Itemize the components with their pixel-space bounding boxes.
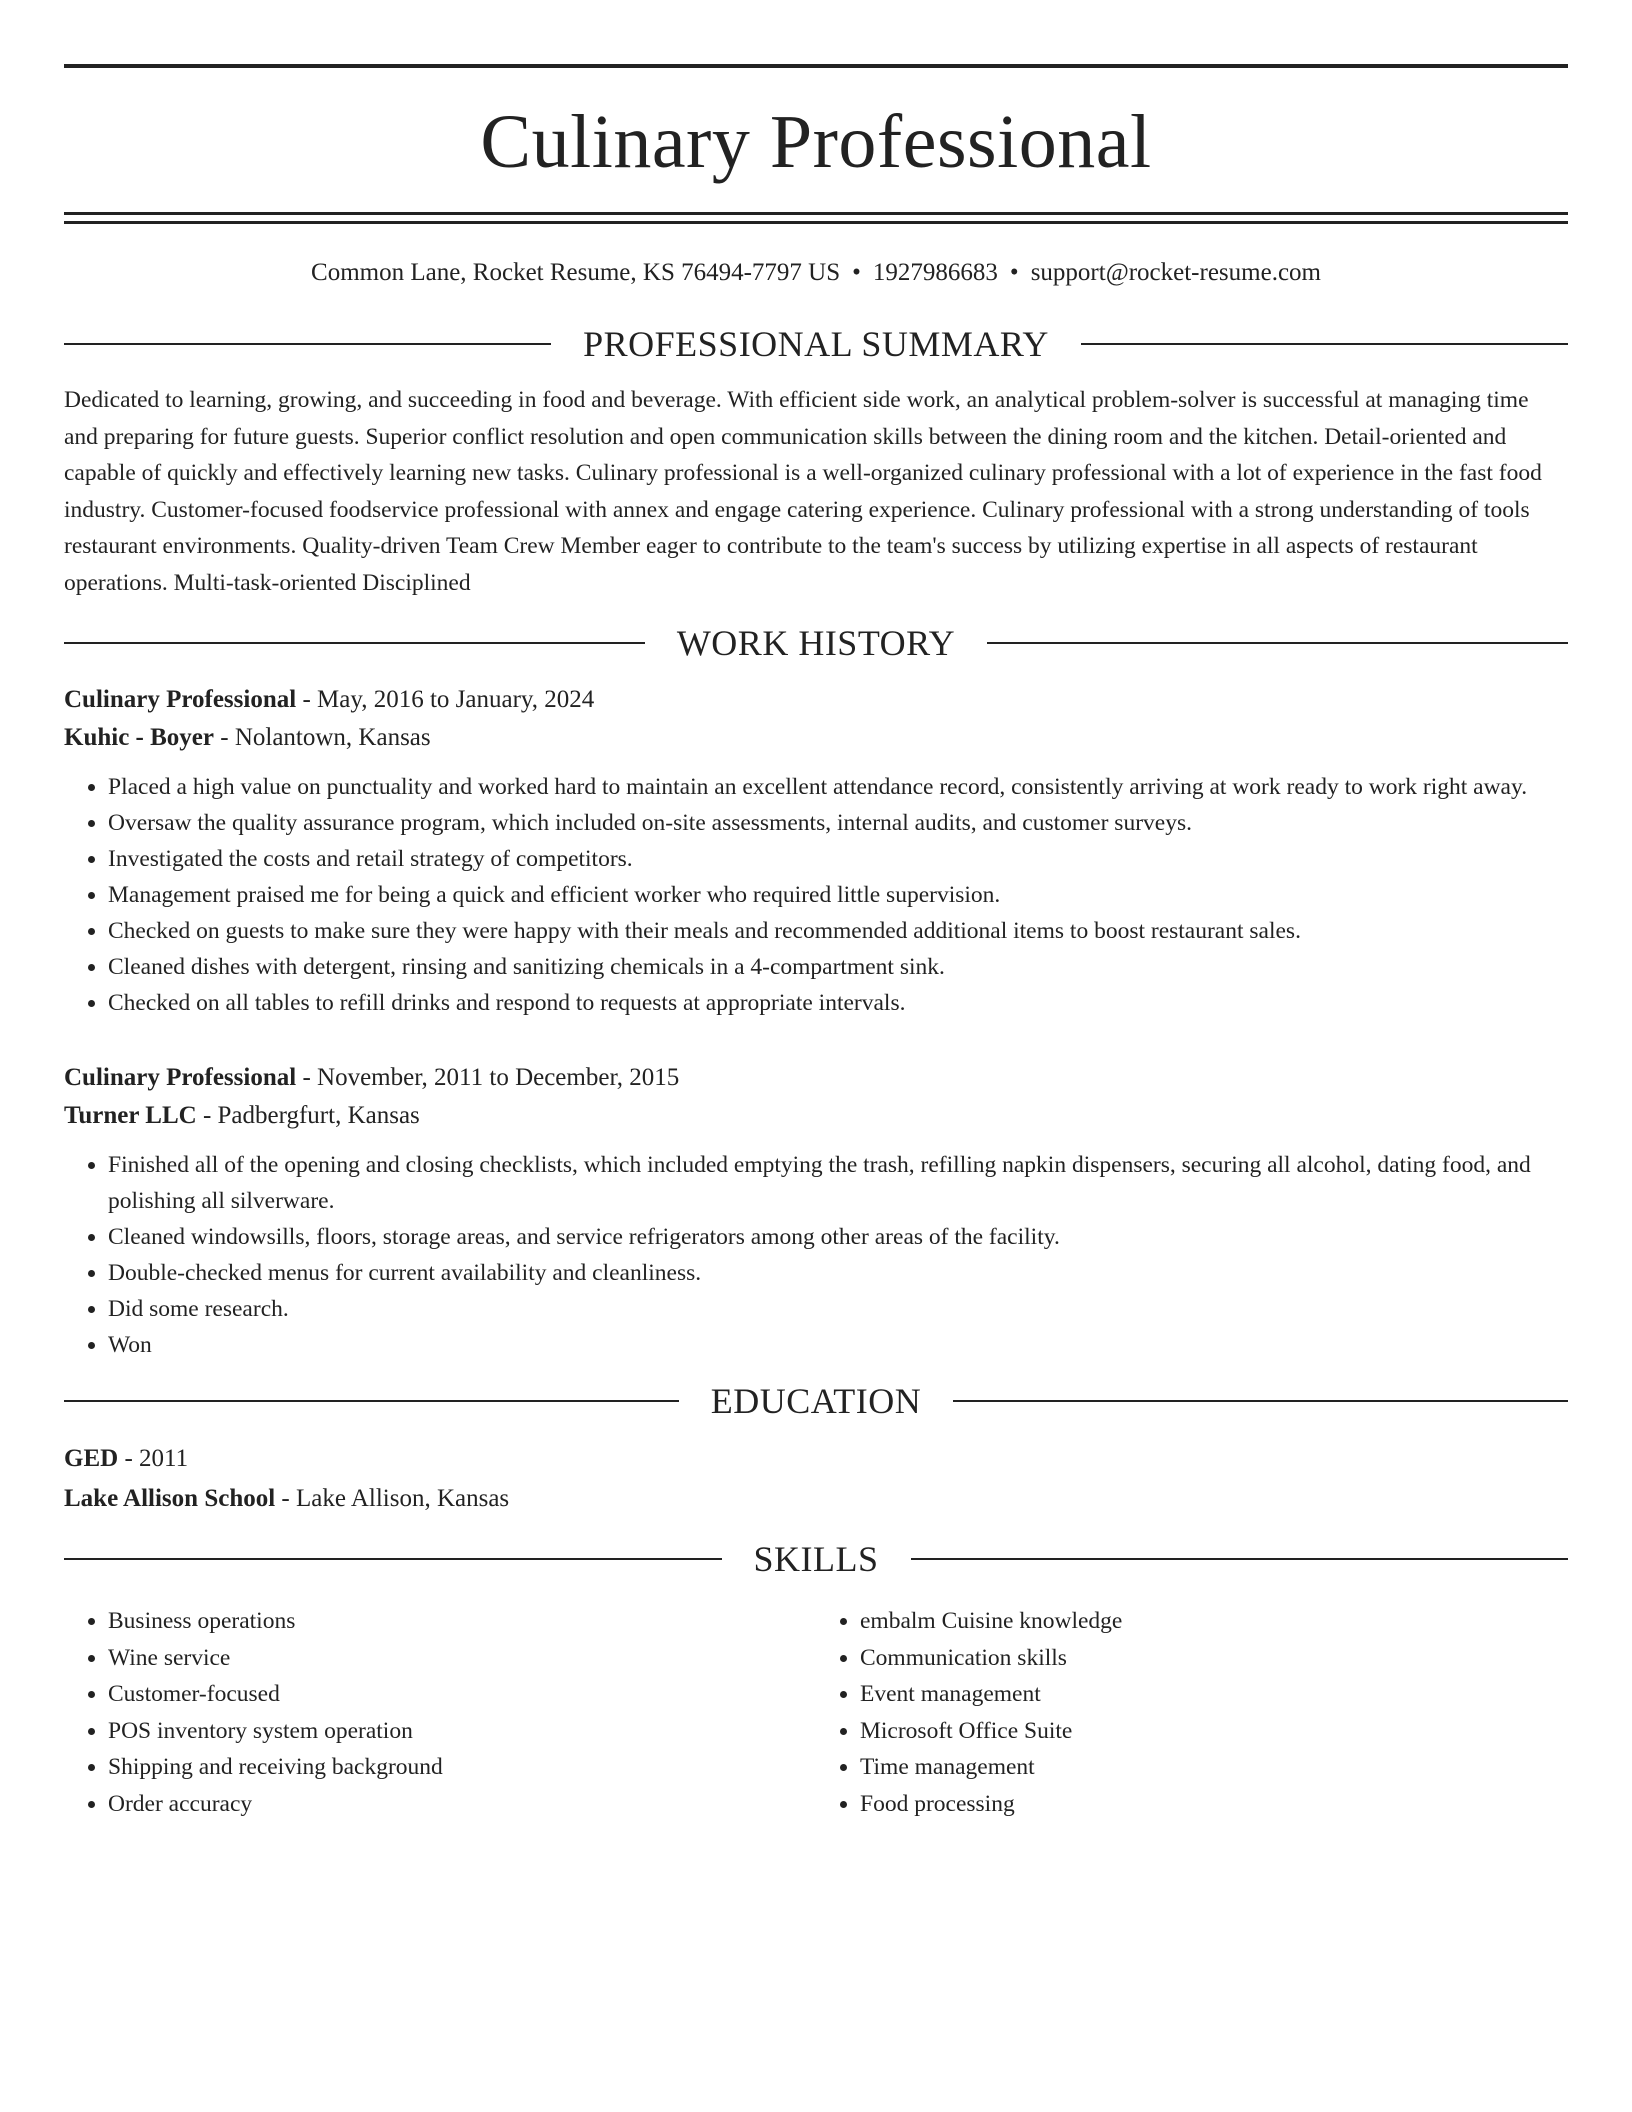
degree: GED bbox=[64, 1445, 119, 1472]
summary-text: Dedicated to learning, growing, and succeeding in food and beverage. With efficient side work, an analytical problem-solver is successful at managing time and preparing for future guests. Superior conflict resolution and open communication skills between the dining room and the kitchen. Detail-oriented and capable of quickly and effectively learning new tasks. Culinary professional is a well-organized culinary professional with a lot of experience in the fast food industry. Customer-focused foodservice professional with annex and engage catering experience. Culinary professional with a strong understanding of tools restaurant environments. Quality-driven Team Crew Member eager to contribute to the team's success by utilizing expertise in all aspects of restaurant operations. Multi-task-oriented Disciplined bbox=[64, 387, 1542, 596]
education-heading bbox=[64, 1377, 1568, 1425]
email: support@rocket-resume.com bbox=[1030, 259, 1321, 286]
job-entry bbox=[64, 681, 1568, 1021]
school-name: Lake Allison School bbox=[64, 1485, 276, 1512]
contact-line bbox=[64, 258, 1568, 288]
candidate-name: Culinary Professional bbox=[480, 100, 1152, 184]
skill-item: • Wine service bbox=[108, 1640, 816, 1677]
list-item: • Checked on all tables to refill drinks and respond to requests at appropriate intervals. bbox=[108, 985, 1568, 1021]
separator: • bbox=[852, 259, 861, 286]
job-dates: - May, 2016 to January, 2024 bbox=[296, 686, 595, 713]
phone: 1927986683 bbox=[872, 259, 998, 286]
list-item: • Did some research. bbox=[108, 1291, 1568, 1327]
degree-year: - 2011 bbox=[118, 1445, 189, 1472]
list-item: • Oversaw the quality assurance program, which included on-site assessments, internal audits, and customer surveys. bbox=[108, 805, 1568, 841]
skill-item: • Customer-focused bbox=[108, 1676, 816, 1713]
skill-item: • Time management bbox=[860, 1749, 1568, 1786]
job-title: Culinary Professional bbox=[64, 686, 297, 713]
school-line bbox=[64, 1479, 1568, 1519]
list-item: • Checked on guests to make sure they were happy with their meals and recommended additional items to boost restaurant sales. bbox=[108, 913, 1568, 949]
section-title: PROFESSIONAL SUMMARY bbox=[583, 324, 1049, 364]
job-bullets bbox=[64, 769, 1568, 1021]
company-location: - Nolantown, Kansas bbox=[214, 724, 431, 751]
skill-item: • embalm Cuisine knowledge bbox=[860, 1603, 1568, 1640]
education-entry bbox=[64, 1439, 1568, 1519]
list-item: • Cleaned dishes with detergent, rinsing and sanitizing chemicals in a 4-compartment sink. bbox=[108, 949, 1568, 985]
skill-item: • Communication skills bbox=[860, 1640, 1568, 1677]
company-name: Turner LLC bbox=[64, 1102, 197, 1129]
list-item: • Management praised me for being a quick and efficient worker who required little supervision. bbox=[108, 877, 1568, 913]
skills-heading bbox=[64, 1535, 1568, 1583]
list-item: • Won bbox=[108, 1327, 1568, 1363]
skill-item: • Shipping and receiving background bbox=[108, 1749, 816, 1786]
skills-list-left bbox=[64, 1603, 816, 1822]
work-history-heading bbox=[64, 619, 1568, 667]
address: Common Lane, Rocket Resume, KS 76494-7797 US bbox=[311, 259, 841, 286]
list-item: • Placed a high value on punctuality and worked hard to maintain an excellent attendance record, consistently arriving at work ready to work right away. bbox=[108, 769, 1568, 805]
company-name: Kuhic - Boyer bbox=[64, 724, 214, 751]
job-title: Culinary Professional bbox=[64, 1064, 297, 1091]
heading-rule bbox=[64, 343, 551, 345]
company-location: - Padbergfurt, Kansas bbox=[196, 1102, 420, 1129]
job-bullets bbox=[64, 1147, 1568, 1363]
section-title: SKILLS bbox=[753, 1539, 879, 1579]
list-item: • Cleaned windowsills, floors, storage areas, and service refrigerators among other areas of the facility. bbox=[108, 1219, 1568, 1255]
skills-list-right bbox=[816, 1603, 1568, 1822]
skill-item: • Order accuracy bbox=[108, 1786, 816, 1823]
job-entry bbox=[64, 1059, 1568, 1363]
skill-item: • Food processing bbox=[860, 1786, 1568, 1823]
heading-rule bbox=[64, 642, 645, 644]
job-dates: - November, 2011 to December, 2015 bbox=[296, 1064, 680, 1091]
job-company-line bbox=[64, 1097, 1568, 1135]
heading-rule bbox=[953, 1400, 1568, 1402]
separator: • bbox=[1009, 259, 1019, 286]
section-title: EDUCATION bbox=[710, 1381, 922, 1421]
heading-rule bbox=[64, 1400, 679, 1402]
job-title-line bbox=[64, 681, 1568, 719]
job-title-line bbox=[64, 1059, 1568, 1097]
heading-rule bbox=[64, 1558, 722, 1560]
job-company-line bbox=[64, 719, 1568, 757]
skill-item: • Business operations bbox=[108, 1603, 816, 1640]
heading-rule bbox=[987, 642, 1568, 644]
header-rule bbox=[64, 212, 1568, 215]
degree-line bbox=[64, 1439, 1568, 1479]
section-title: WORK HISTORY bbox=[676, 623, 956, 663]
summary-heading bbox=[64, 320, 1568, 368]
school-location: - Lake Allison, Kansas bbox=[275, 1485, 510, 1512]
skill-item: • Event management bbox=[860, 1676, 1568, 1713]
list-item: • Double-checked menus for current availability and cleanliness. bbox=[108, 1255, 1568, 1291]
list-item: • Finished all of the opening and closing checklists, which included emptying the trash, refilling napkin dispensers, securing all alcohol, dating food, and polishing all silverware. bbox=[108, 1147, 1568, 1219]
heading-rule bbox=[1081, 343, 1568, 345]
header-rule bbox=[64, 221, 1568, 224]
heading-rule bbox=[911, 1558, 1569, 1560]
skill-item: • POS inventory system operation bbox=[108, 1713, 816, 1750]
list-item: • Investigated the costs and retail strategy of competitors. bbox=[108, 841, 1568, 877]
resume-page bbox=[64, 64, 1568, 1822]
skill-item: • Microsoft Office Suite bbox=[860, 1713, 1568, 1750]
top-rule bbox=[64, 64, 1568, 68]
skills-columns bbox=[64, 1597, 1568, 1822]
